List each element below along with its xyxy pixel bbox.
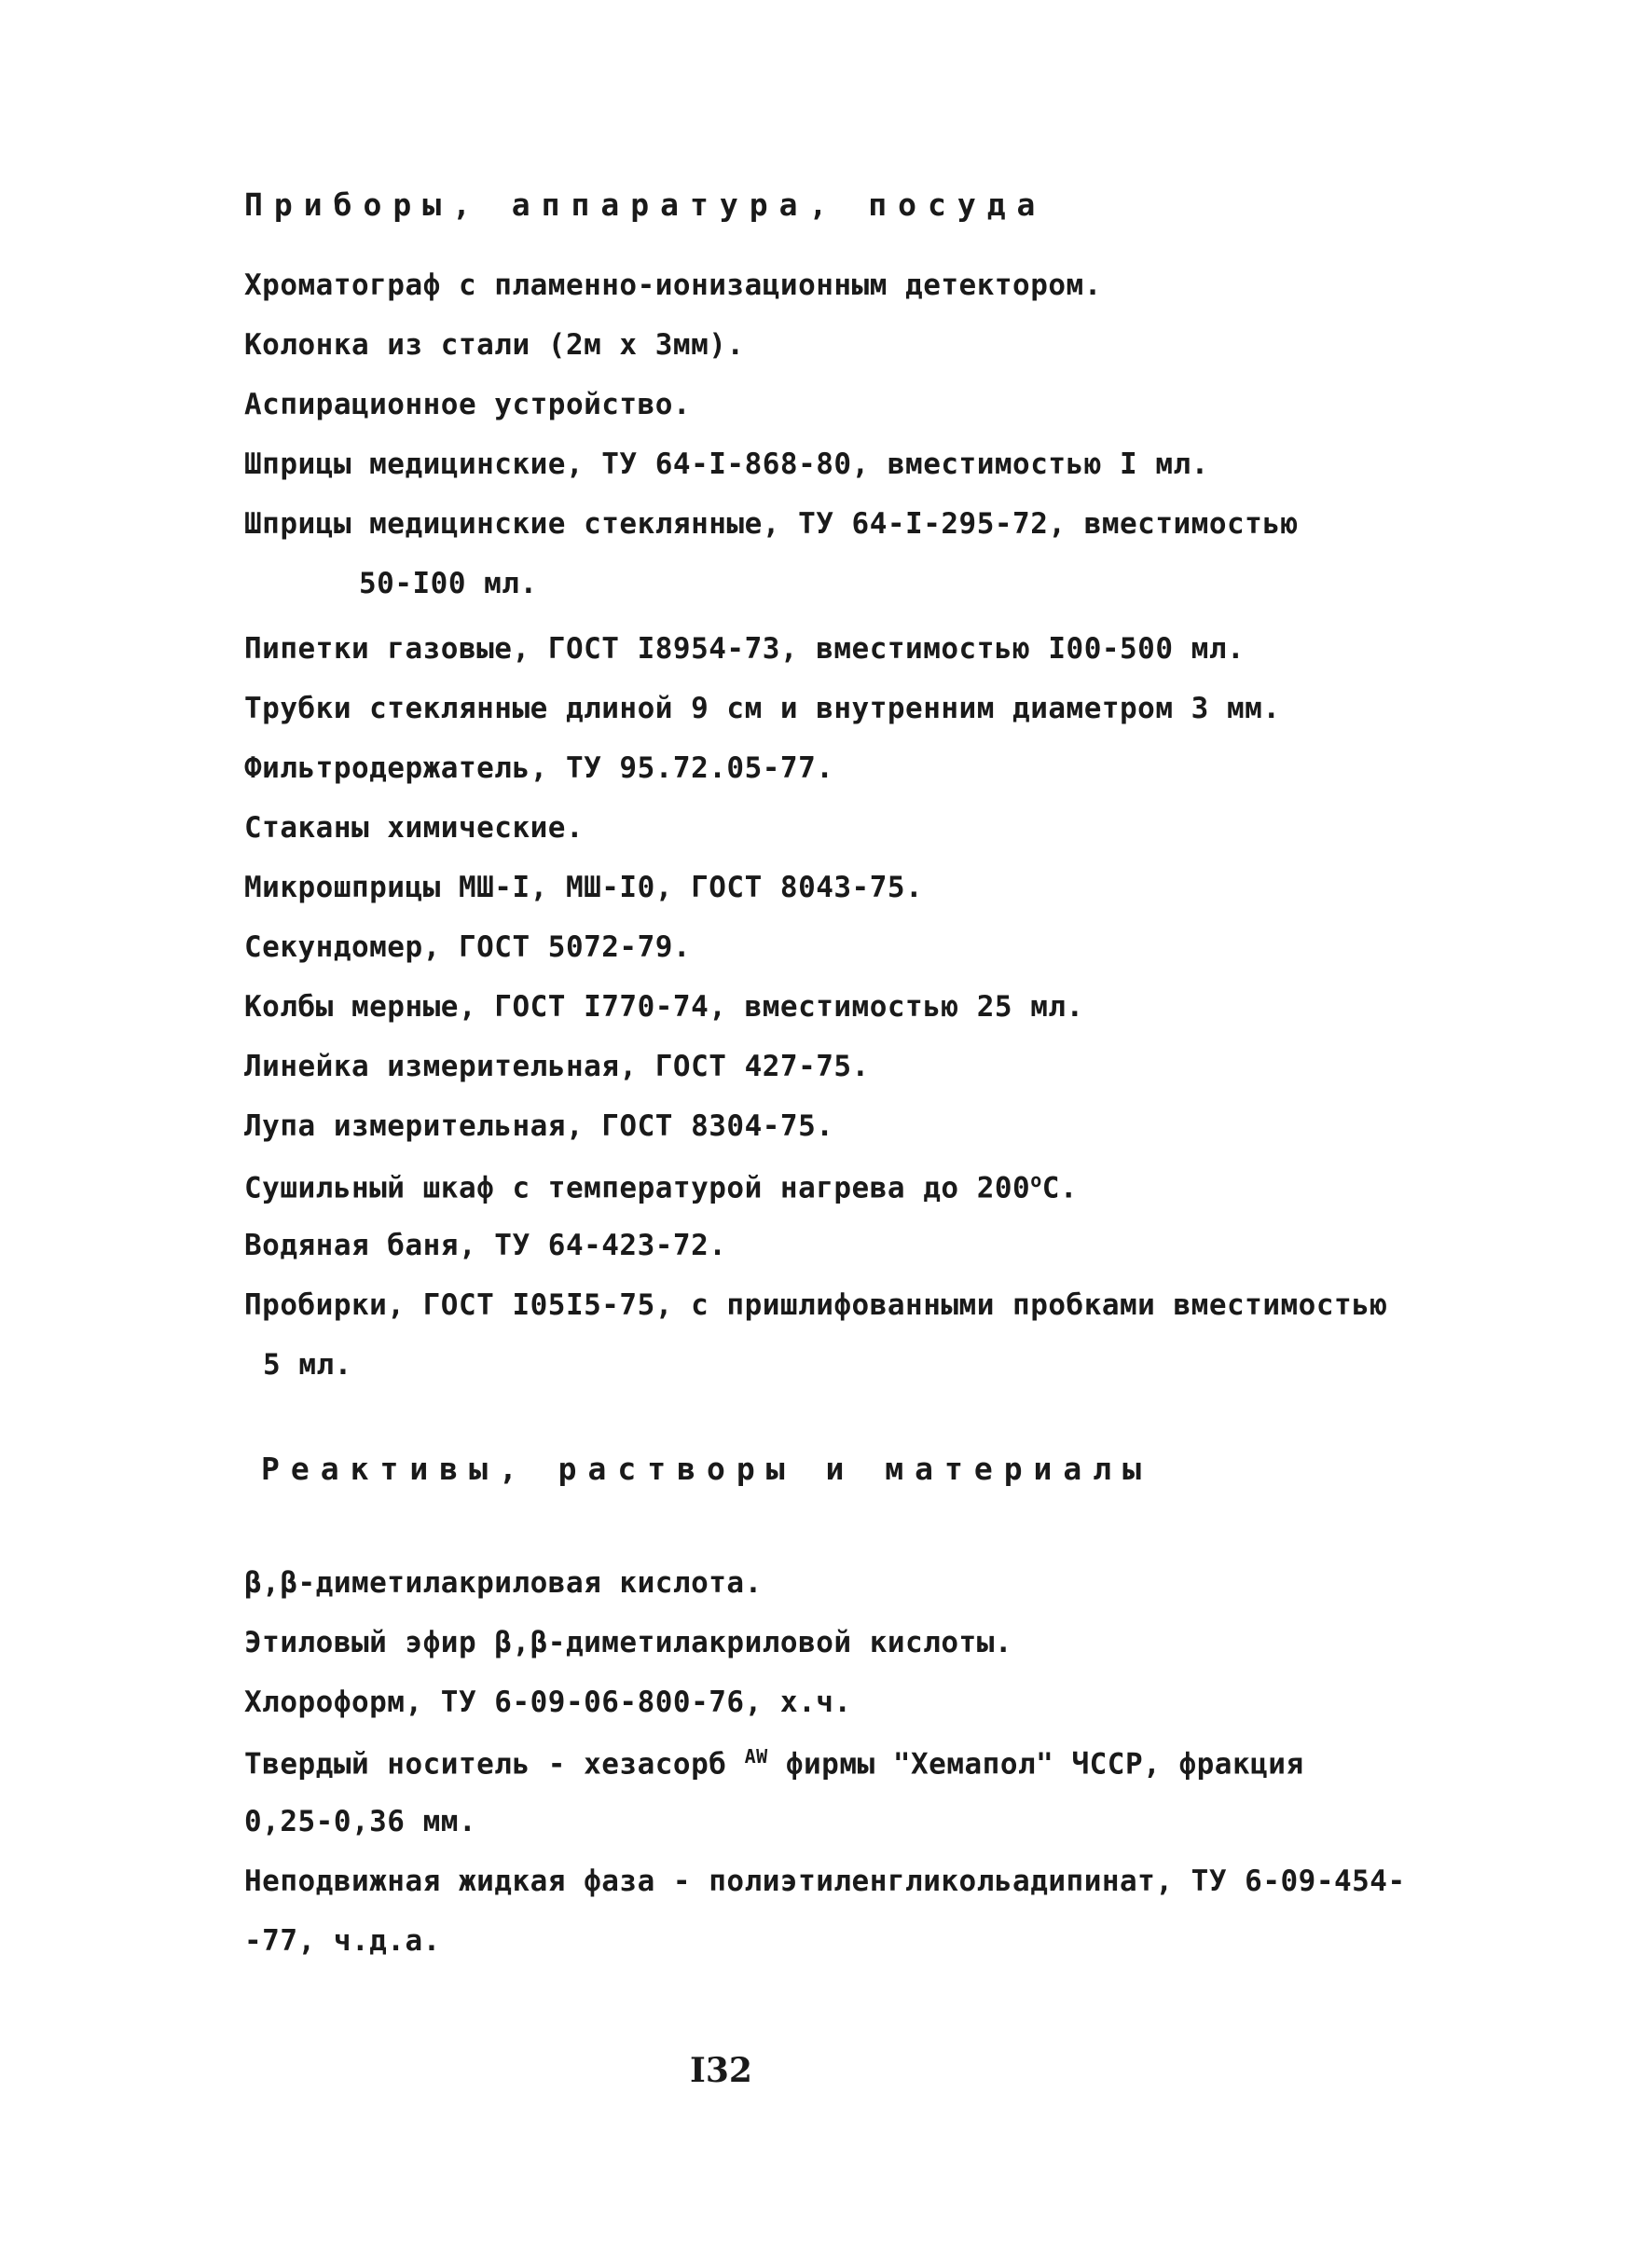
text-line: Неподвижная жидкая фаза - полиэтиленгликольадипинат, ТУ 6-09-454- <box>244 1865 1406 1898</box>
text-line: Фильтродержатель, ТУ 95.72.05-77. <box>244 751 834 785</box>
text-line-sorbent <box>244 1745 1304 1781</box>
section-heading-reagents: Реактивы, растворы и материалы <box>261 1451 1153 1487</box>
text-line: Колонка из стали (2м х 3мм). <box>244 328 745 362</box>
text-fragment: Сушильный шкаф с температурой нагрева до 200 <box>244 1171 1031 1205</box>
text-line: Пробирки, ГОСТ I05I5-75, с пришлифованными пробками вместимостью <box>244 1288 1388 1322</box>
text-line: Аспирационное устройство. <box>244 388 692 421</box>
text-line: Хроматограф с пламенно-ионизационным детектором. <box>244 268 1102 302</box>
text-line-continuation: 5 мл. <box>263 1348 352 1382</box>
text-line: Водяная баня, ТУ 64-423-72. <box>244 1229 727 1262</box>
page-number: I32 <box>690 2051 752 2090</box>
text-line: β,β-диметилакриловая кислота. <box>244 1566 763 1600</box>
text-line: Шприцы медицинские стеклянные, ТУ 64-I-295-72, вместимостью <box>244 507 1299 541</box>
text-line: Стаканы химические. <box>244 811 585 845</box>
text-line: Секундомер, ГОСТ 5072-79. <box>244 930 692 964</box>
text-line: Пипетки газовые, ГОСТ I8954-73, вместимостью I00-500 мл. <box>244 632 1246 666</box>
text-fragment: фирмы "Хемапол" ЧССР, фракция <box>785 1747 1304 1782</box>
text-line: Хлороформ, ТУ 6-09-06-800-76, х.ч. <box>244 1686 852 1719</box>
text-line: Трубки стеклянные длиной 9 см и внутренним диаметром 3 мм. <box>244 692 1281 725</box>
text-line-continuation: 50-I00 мл. <box>359 567 538 600</box>
section-heading-instruments: Приборы, аппаратура, посуда <box>244 186 1047 223</box>
text-line: Этиловый эфир β,β-диметилакриловой кислоты. <box>244 1626 1013 1659</box>
unit-text: С. <box>1041 1171 1079 1205</box>
text-line: -77, ч.д.а. <box>244 1924 441 1958</box>
text-line: 0,25-0,36 мм. <box>244 1805 477 1838</box>
text-line: Колбы мерные, ГОСТ I770-74, вместимостью 25 мл. <box>244 990 1084 1024</box>
text-line: Микрошприцы МШ-I, МШ-I0, ГОСТ 8043-75. <box>244 871 924 904</box>
text-line: Линейка измерительная, ГОСТ 427-75. <box>244 1050 870 1083</box>
text-line: Шприцы медицинские, ТУ 64-I-868-80, вместимостью I мл. <box>244 447 1209 481</box>
text-line: Лупа измерительная, ГОСТ 8304-75. <box>244 1109 834 1143</box>
text-fragment: Твердый носитель - хезасорб <box>244 1747 727 1782</box>
aw-superscript: AW <box>744 1745 768 1768</box>
degree-superscript: о <box>1030 1169 1042 1191</box>
text-line-temperature <box>244 1169 1078 1204</box>
